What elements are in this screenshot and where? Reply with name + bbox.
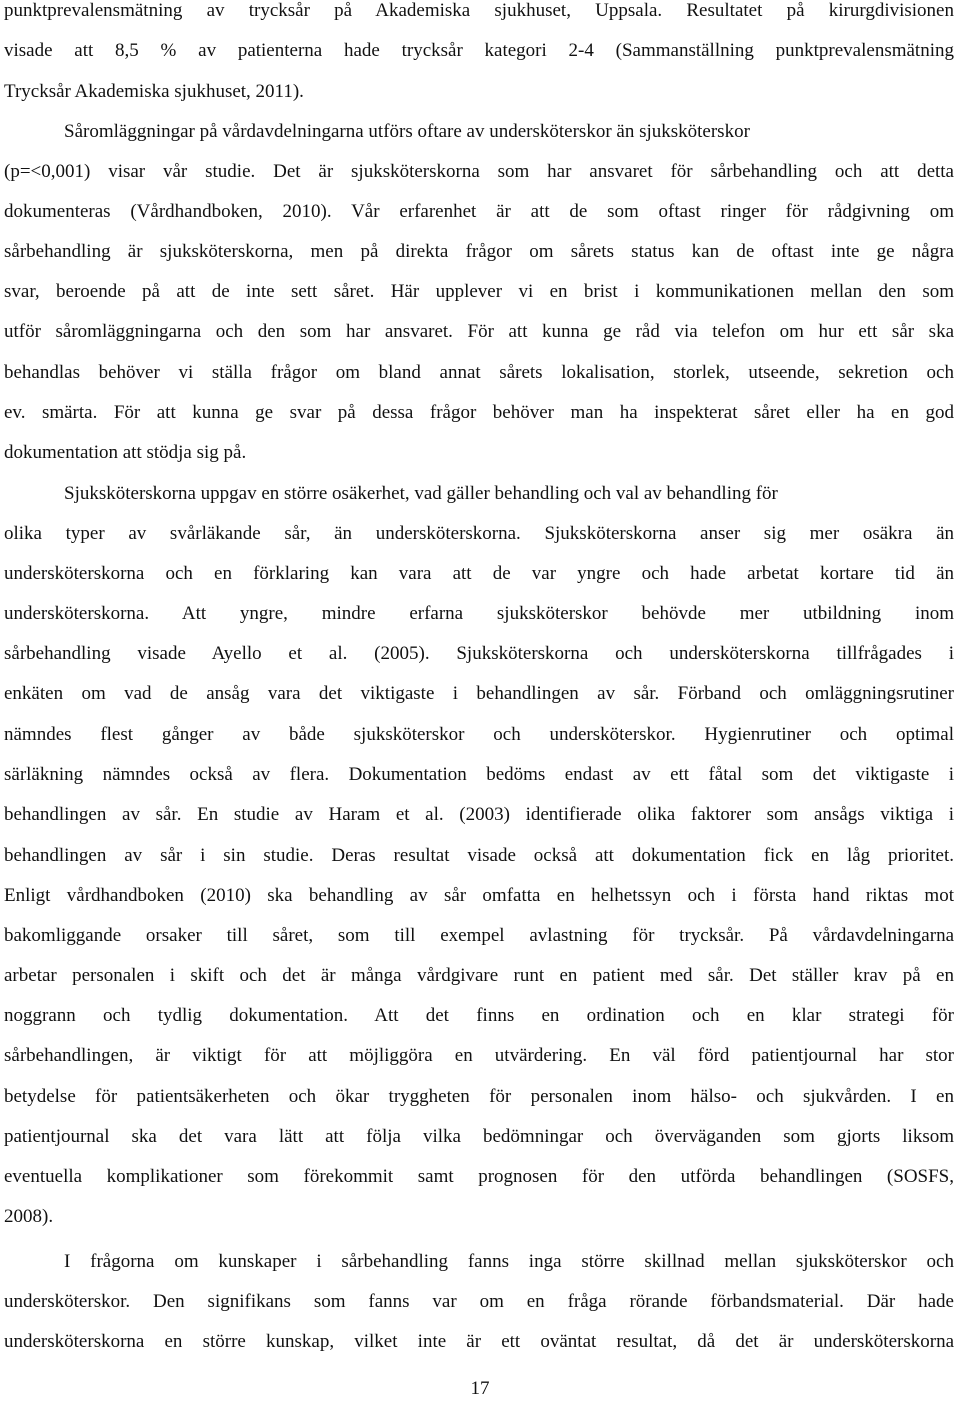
text-line: ev. smärta. För att kunna ge svar på dessa frågor behöver man ha inspekterat såret eller ha en god (4, 402, 954, 423)
text-line: Trycksår Akademiska sjukhuset, 2011). (4, 81, 304, 102)
text-line: behandlingen av sår i sin studie. Deras resultat visade också att dokumentation fick en låg prioritet. (4, 845, 954, 866)
text-line: enkäten om vad de ansåg vara det viktigaste i behandlingen av sår. Förband och omläggningsrutiner (4, 683, 954, 704)
text-line: punktprevalensmätning av trycksår på Akademiska sjukhuset, Uppsala. Resultatet på kirurgdivisionen (4, 0, 954, 21)
text-line: undersköterskor. Den signifikans som fanns var om en fråga rörande förbandsmaterial. Där hade (4, 1291, 954, 1312)
text-line: nämndes flest gånger av både sjuksköterskor och undersköterskor. Hygienrutiner och optimal (4, 724, 954, 745)
page-number: 17 (470, 1378, 490, 1399)
text-line: särläkning nämndes också av flera. Dokumentation bedöms endast av ett fåtal som det viktigaste i (4, 764, 954, 785)
text-line: (p=<0,001) visar vår studie. Det är sjuksköterskorna som har ansvaret för sårbehandling och att detta (4, 161, 954, 182)
text-line: olika typer av svårläkande sår, än undersköterskorna. Sjuksköterskorna anser sig mer osäkra än (4, 523, 954, 544)
text-line: behandlingen av sår. En studie av Haram et al. (2003) identifierade olika faktorer som ansågs viktiga i (4, 804, 954, 825)
text-line: behandlas behöver vi ställa frågor om bland annat sårets lokalisation, storlek, utseende, sekretion och (4, 362, 954, 383)
text-line: undersköterskorna en större kunskap, vilket inte är ett oväntat resultat, då det är undersköterskorna (4, 1331, 954, 1352)
text-line: undersköterskorna. Att yngre, mindre erfarna sjuksköterskor behövde mer utbildning inom (4, 603, 954, 624)
text-line: sårbehandling visade Ayello et al. (2005). Sjuksköterskorna och undersköterskorna tillfrågades i (4, 643, 954, 664)
text-line: sårbehandlingen, är viktigt för att möjliggöra en utvärdering. En väl förd patientjournal har stor (4, 1045, 954, 1066)
text-line: utför såromläggningarna och den som har ansvaret. För att kunna ge råd via telefon om hur ett sår ska (4, 321, 954, 342)
text-line: eventuella komplikationer som förekommit samt prognosen för den utförda behandlingen (SOSFS, (4, 1166, 954, 1187)
text-line: dokumenteras (Vårdhandboken, 2010). Vår erfarenhet är att de som oftast ringer för rådgivning om (4, 201, 954, 222)
text-line: Enligt vårdhandboken (2010) ska behandling av sår omfatta en helhetssyn och i första hand riktas mot (4, 885, 954, 906)
text-line: undersköterskorna och en förklaring kan vara att de var yngre och hade arbetat kortare tid än (4, 563, 954, 584)
text-line: visade att 8,5 % av patienterna hade trycksår kategori 2-4 (Sammanställning punktprevalensmätning (4, 40, 954, 61)
text-line: arbetar personalen i skift och det är många vårdgivare runt en patient med sår. Det ställer krav på en (4, 965, 954, 986)
text-line: Sjuksköterskorna uppgav en större osäkerhet, vad gäller behandling och val av behandling för (64, 483, 778, 504)
text-line: Såromläggningar på vårdavdelningarna utförs oftare av undersköterskor än sjuksköterskor (64, 121, 750, 142)
text-line: noggrann och tydlig dokumentation. Att det finns en ordination och en klar strategi för (4, 1005, 954, 1026)
text-line: betydelse för patientsäkerheten och ökar tryggheten för personalen inom hälso- och sjukvården. I en (4, 1086, 954, 1107)
text-line: sårbehandling är sjuksköterskorna, men på direkta frågor om sårets status kan de oftast inte ge några (4, 241, 954, 262)
text-line: 2008). (4, 1206, 54, 1227)
text-line: bakomliggande orsaker till såret, som till exempel avlastning för trycksår. På vårdavdelningarna (4, 925, 954, 946)
text-line: patientjournal ska det vara lätt att följa vilka bedömningar och överväganden som gjorts liksom (4, 1126, 954, 1147)
text-line: dokumentation att stödja sig på. (4, 442, 247, 463)
text-line: svar, beroende på att de inte sett såret. Här upplever vi en brist i kommunikationen mellan den som (4, 281, 954, 302)
text-line: I frågorna om kunskaper i sårbehandling fanns inga större skillnad mellan sjuksköterskor och (64, 1251, 954, 1272)
